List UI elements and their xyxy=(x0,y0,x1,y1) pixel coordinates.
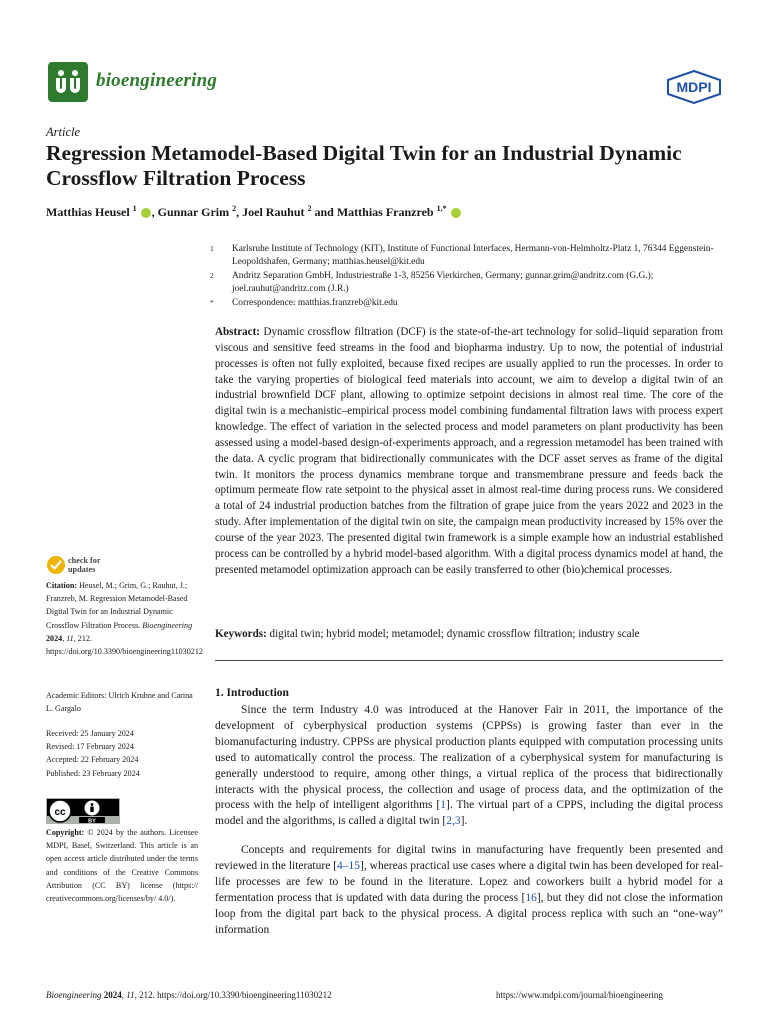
correspondence xyxy=(210,297,725,310)
footer-citation[interactable]: Bioengineering 2024, 11, 212. https://doi.org/10.3390/bioengineering11030212 xyxy=(46,990,332,1000)
author-affiliation-mark: 1,* xyxy=(436,204,447,213)
check-for-updates-icon[interactable] xyxy=(46,555,66,575)
affiliation-mark: 2 xyxy=(210,271,214,280)
section-divider xyxy=(215,660,723,661)
abstract-label: Abstract: xyxy=(215,326,260,338)
affiliation-1 xyxy=(210,243,725,268)
date-revised: Revised: 17 February 2024 xyxy=(46,742,134,752)
affiliation-text: Andritz Separation GmbH, Industriestraße 1-3, 85256 Vierkirchen, Germany; gunnar.grim@andritz.com (G.G.); joel.rauhut@andritz.com (J.R.) xyxy=(232,271,654,294)
copyright xyxy=(46,826,198,905)
citation-link[interactable]: 2,3 xyxy=(446,815,461,828)
paragraph-1: Since the term Industry 4.0 was introduced at the Hanover Fair in 2011, the importance of the development of cyberphysical production systems (CPPSs) is growing faster than ever in the biomanufacturing industry. CPPSs are physical production plants equipped with computation processing units used to automatically control the process. The realization of a cyberphysical system for manufacturing is generally understood to require, among other things, a virtual replica of the process that bidirectionally interacts with the physical process, the collection and usage of process data, and the optimization of the process with the help of intelligent algorithms [1]. The virtual part of a CPPS, including the digital process model and the algorithms, is called a digital twin [2,3]. xyxy=(215,704,723,828)
academic-editors: Academic Editors: Ulrich Kruhne and Carina L. Gargalo xyxy=(46,691,193,714)
author-name: Matthias Heusel xyxy=(46,205,130,219)
journal-name: bioengineering xyxy=(96,70,218,91)
author-affiliation-mark: 1 xyxy=(132,204,137,213)
keywords-label: Keywords: xyxy=(215,628,267,640)
copyright-text: © 2024 by the authors. Licensee MDPI, Basel, Switzerland. This article is an open access article distributed under the terms and conditions of the Creative Commons Attribution (CC BY) license (https:// creativecommons.org/licenses/by/ 4.0/). xyxy=(46,828,198,904)
article-title: Regression Metamodel-Based Digital Twin for an Industrial Dynamic Crossflow Filtration Process xyxy=(46,141,682,190)
abstract-text: Dynamic crossflow filtration (DCF) is the state-of-the-art technology for solid–liquid separation from viscous and sensitive feed streams in the food and biopharma industry. Up to now, the potential of industrial processes is often not fully exploited, because fixed recipes are usually applied to run the processes. In order to take the varying properties of biological feed materials into account, we aim to develop a digital twin of an industrial brownfield DCF plant, allowing to optimize setpoint decisions in almost real time. The core of the digital twin is a mechanistic–empirical process model combining fundamental filtration laws with process expert knowledge. The effect of variation in the selected process and model parameters on plant productivity has been assessed using a model-based design-of-experiments approach, and a regression metamodel has been trained with the data. A cyclic program that bidirectionally communicates with the DCF asset serves as frame of the digital twin. It monitors the process dynamics membrane torque and transmembrane pressure and feeds back the optimum permeate flow rate setpoint to the physical asset in almost real-time during process runs. We considered a total of 24 industrial production batches from the filtration of grape juice from the years 2022 and 2023 in the study. After implementation of the digital twin on site, the campaign mean productivity increased by 15% over the course of the year 2023. The presented digital twin framework is a simple example how an industrial established process can be controlled by a hybrid model-based algorithm. With a digital process dynamics model at hand, the presented metamodel optimization approach can be easily transferred to other (bio)chemical processes. xyxy=(215,326,723,576)
author-affiliation-mark: 2 xyxy=(232,204,237,213)
mdpi-logo[interactable] xyxy=(666,70,722,104)
author-list: Matthias Heusel $^1$ , Gunnar Grim $^2$, Joel Rauhut $^2$ and Matthias Franzreb $^{1,*}$ xyxy=(46,204,462,220)
citation: Citation: Heusel, M.; Grim, G.; Rauhut, J.; Franzreb, M. Regression Metamodel-Based Digital Twin for an Industrial Dynamic Crossflow Filtration Process. Bioengineering 2024, 11, 212. https://doi.org/10.3390/bioengineering11030212 xyxy=(46,581,203,657)
citation-link[interactable]: 4–15 xyxy=(337,859,361,872)
citation-link[interactable]: 1 xyxy=(440,799,447,812)
author-name: Matthias Franzreb xyxy=(336,205,434,219)
publication-dates xyxy=(46,727,198,780)
keywords-text: digital twin; hybrid model; metamodel; dynamic crossflow filtration; industry scale xyxy=(269,628,640,640)
keywords xyxy=(215,627,723,642)
date-accepted: Accepted: 22 February 2024 xyxy=(46,755,139,765)
paragraph-2: Concepts and requirements for digital twins in manufacturing have frequently been presented and reviewed in the literature [4–15], whereas practical use cases where a digital twin has been developed for real-life processes are few to be found in the literature. Lopez and coworkers built a hybrid model for a fermentation process that is updated with data during the process [16], but they did not close the information loop from the digital part back to the physical process. A digital process replica with such an “one-way” information xyxy=(215,844,723,936)
author-name: Joel Rauhut xyxy=(242,205,305,219)
affiliation-mark: * xyxy=(210,298,214,307)
journal-logo-icon xyxy=(48,62,88,102)
mdpi-logo-text: MDPI xyxy=(676,79,712,95)
svg-text:cc: cc xyxy=(54,807,66,818)
correspondence-text: Correspondence: matthias.franzreb@kit.edu xyxy=(232,298,398,308)
author-name: Gunnar Grim xyxy=(157,205,230,219)
citation-label: Citation: xyxy=(46,581,78,590)
affiliation-2 xyxy=(210,270,725,295)
affiliation-text: Karlsruhe Institute of Technology (KIT), Institute of Functional Interfaces, Hermann-von-Helmholtz-Platz 1, 76344 Eggenstein-Leopoldshafen, Germany; matthias.heusel@kit.edu xyxy=(232,244,714,267)
orcid-icon[interactable] xyxy=(141,208,151,218)
abstract xyxy=(215,325,723,579)
footer-journal-url[interactable]: https://www.mdpi.com/journal/bioengineering xyxy=(496,990,663,1000)
date-published: Published: 23 February 2024 xyxy=(46,768,140,778)
check-for-updates-label[interactable]: check for updates xyxy=(68,556,101,574)
author-affiliation-mark: 2 xyxy=(307,204,312,213)
citation-link[interactable]: 16 xyxy=(525,891,537,904)
cc-by-label: BY xyxy=(88,818,96,824)
affiliation-mark: 1 xyxy=(210,244,214,253)
copyright-label: Copyright: xyxy=(46,828,85,837)
cc-by-license-icon[interactable] xyxy=(46,798,120,824)
section-heading: 1. Introduction xyxy=(215,687,289,699)
date-received: Received: 25 January 2024 xyxy=(46,729,134,738)
orcid-icon[interactable] xyxy=(451,208,461,218)
article-type: Article xyxy=(46,125,81,139)
